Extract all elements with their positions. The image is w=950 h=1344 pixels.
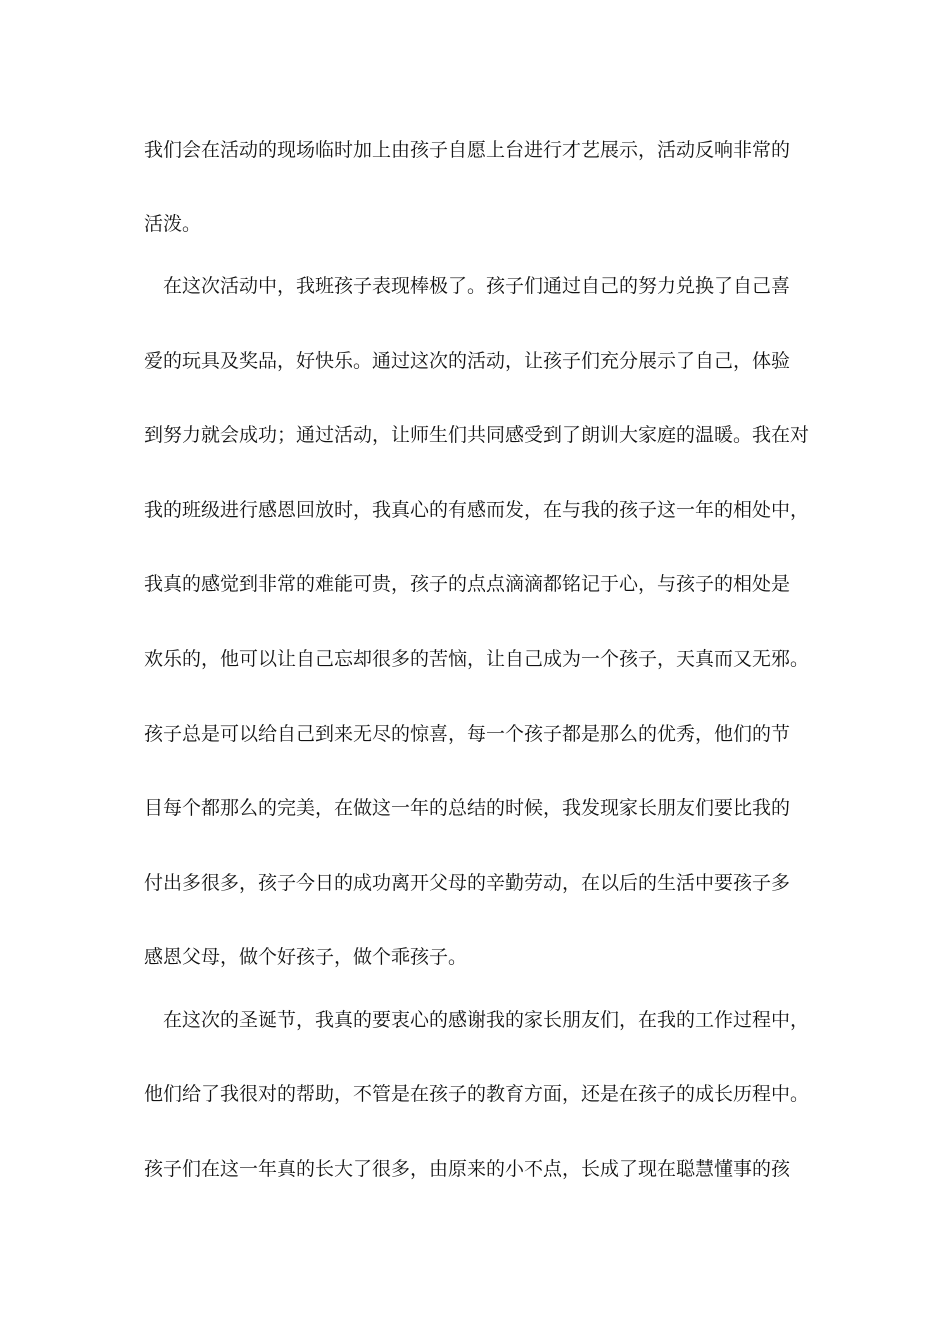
text-line: 他们给了我很对的帮助，不管是在孩子的教育方面，还是在孩子的成长历程中。 <box>144 1083 810 1105</box>
text-line: 感恩父母，做个好孩子，做个乖孩子。 <box>144 946 468 968</box>
paragraph-start-line: 在这次活动中，我班孩子表现棒极了。孩子们通过自己的努力兑换了自己喜 <box>163 275 791 297</box>
text-line: 目每个都那么的完美，在做这一年的总结的时候，我发现家长朋友们要比我的 <box>144 797 791 819</box>
text-line: 我们会在活动的现场临时加上由孩子自愿上台进行才艺展示，活动反响非常的 <box>144 139 791 161</box>
text-line: 到努力就会成功；通过活动，让师生们共同感受到了朗训大家庭的温暖。我在对 <box>144 424 810 446</box>
text-line: 活泼。 <box>144 213 202 235</box>
text-line: 孩子总是可以给自己到来无尽的惊喜，每一个孩子都是那么的优秀，他们的节 <box>144 723 791 745</box>
text-line: 欢乐的，他可以让自己忘却很多的苦恼，让自己成为一个孩子，天真而又无邪。 <box>144 648 810 670</box>
text-line: 我真的感觉到非常的难能可贵，孩子的点点滴滴都铭记于心，与孩子的相处是 <box>144 573 791 595</box>
text-line: 我的班级进行感恩回放时，我真心的有感而发，在与我的孩子这一年的相处中， <box>144 499 810 521</box>
paragraph-start-line: 在这次的圣诞节，我真的要衷心的感谢我的家长朋友们，在我的工作过程中， <box>163 1009 810 1031</box>
text-line: 爱的玩具及奖品，好快乐。通过这次的活动，让孩子们充分展示了自己，体验 <box>144 350 791 372</box>
text-line: 付出多很多，孩子今日的成功离开父母的辛勤劳动，在以后的生活中要孩子多 <box>144 872 791 894</box>
text-line: 孩子们在这一年真的长大了很多，由原来的小不点，长成了现在聪慧懂事的孩 <box>144 1158 791 1180</box>
